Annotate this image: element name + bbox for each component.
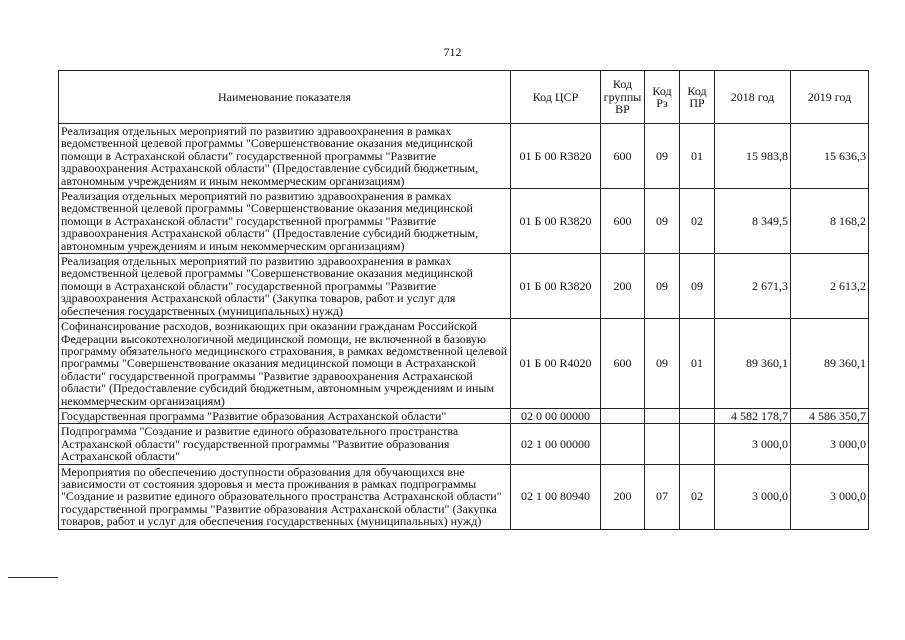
row-csr-code: 02 1 00 80940 xyxy=(511,464,601,529)
row-name: Подпрограмма "Создание и развитие единого образовательного пространства Астраханской области" государственной программы "Развитие образования Астраханской области" xyxy=(59,424,511,464)
row-rz-code: 09 xyxy=(645,189,680,254)
row-vr-code xyxy=(601,424,645,464)
column-header-2019: 2019 год xyxy=(791,71,869,124)
row-pr-code xyxy=(680,424,715,464)
row-name: Софинансирование расходов, возникающих при оказании гражданам Российской Федерации высокотехнологичной медицинской помощи, не включенной в базовую программу обязательного медицинского страхования, в рамках ведомственной целевой программы "Совершенствование оказания медицинской помощи в Астраханской области" государственной программы "Развитие здравоохранения Астраханской области" (Предоставление субсидий бюджетным, автономным учреждениям и иным некоммерческим организациям) xyxy=(59,319,511,409)
row-amount-2018: 8 349,5 xyxy=(715,189,791,254)
row-pr-code xyxy=(680,408,715,423)
column-header-2018: 2018 год xyxy=(715,71,791,124)
row-name: Реализация отдельных мероприятий по развитию здравоохранения в рамках ведомственной целевой программы "Совершенствование оказания медицинской помощи в Астраханской области" государственной программы "Развитие здравоохранения Астраханской области" (Предоставление субсидий бюджетным, автономным учреждениям и иным некоммерческим организациям) xyxy=(59,189,511,254)
row-vr-code: 200 xyxy=(601,464,645,529)
row-amount-2018: 3 000,0 xyxy=(715,424,791,464)
row-pr-code: 02 xyxy=(680,464,715,529)
row-name: Мероприятия по обеспечению доступности образования для обучающихся вне зависимости от состояния здоровья и места проживания в рамках подпрограммы "Создание и развитие единого образовательного пространства Астраханской области" государственной программы "Развитие образования Астраханской области" (Закупка товаров, работ и услуг для обеспечения государственных (муниципальных) нужд) xyxy=(59,464,511,529)
row-pr-code: 01 xyxy=(680,319,715,409)
table-row xyxy=(59,319,869,409)
row-rz-code xyxy=(645,408,680,423)
column-header-vr: Код группы ВР xyxy=(601,71,645,124)
row-csr-code: 01 Б 00 R3820 xyxy=(511,254,601,319)
table-row xyxy=(59,254,869,319)
row-amount-2019: 2 613,2 xyxy=(791,254,869,319)
row-rz-code: 09 xyxy=(645,124,680,189)
row-vr-code: 600 xyxy=(601,189,645,254)
row-name: Государственная программа "Развитие образования Астраханской области" xyxy=(59,408,511,423)
row-csr-code: 01 Б 00 R4020 xyxy=(511,319,601,409)
row-pr-code: 01 xyxy=(680,124,715,189)
row-amount-2019: 8 168,2 xyxy=(791,189,869,254)
row-rz-code: 07 xyxy=(645,464,680,529)
row-name: Реализация отдельных мероприятий по развитию здравоохранения в рамках ведомственной целевой программы "Совершенствование оказания медицинской помощи в Астраханской области" государственной программы "Развитие здравоохранения Астраханской области" (Закупка товаров, работ и услуг для обеспечения государственных (муниципальных) нужд) xyxy=(59,254,511,319)
row-amount-2019: 3 000,0 xyxy=(791,464,869,529)
row-vr-code xyxy=(601,408,645,423)
row-vr-code: 200 xyxy=(601,254,645,319)
column-header-rz: Код Рз xyxy=(645,71,680,124)
row-amount-2018: 3 000,0 xyxy=(715,464,791,529)
row-amount-2019: 15 636,3 xyxy=(791,124,869,189)
column-header-pr: Код ПР xyxy=(680,71,715,124)
page-number: 712 xyxy=(443,45,462,59)
table-row xyxy=(59,424,869,464)
row-amount-2019: 4 586 350,7 xyxy=(791,408,869,423)
row-amount-2018: 2 671,3 xyxy=(715,254,791,319)
row-vr-code: 600 xyxy=(601,319,645,409)
row-rz-code: 09 xyxy=(645,319,680,409)
row-pr-code: 09 xyxy=(680,254,715,319)
row-amount-2018: 15 983,8 xyxy=(715,124,791,189)
table-row xyxy=(59,124,869,189)
row-csr-code: 01 Б 00 R3820 xyxy=(511,189,601,254)
row-csr-code: 02 1 00 00000 xyxy=(511,424,601,464)
row-csr-code: 01 Б 00 R3820 xyxy=(511,124,601,189)
column-header-name: Наименование показателя xyxy=(59,71,511,124)
row-amount-2018: 4 582 178,7 xyxy=(715,408,791,423)
row-name: Реализация отдельных мероприятий по развитию здравоохранения в рамках ведомственной целевой программы "Совершенствование оказания медицинской помощи в Астраханской области" государственной программы "Развитие здравоохранения Астраханской области" (Предоставление субсидий бюджетным, автономным учреждениям и иным некоммерческим организациям) xyxy=(59,124,511,189)
row-amount-2019: 3 000,0 xyxy=(791,424,869,464)
table-row xyxy=(59,408,869,423)
row-csr-code: 02 0 00 00000 xyxy=(511,408,601,423)
budget-table xyxy=(58,70,869,530)
table-header-row xyxy=(59,71,869,124)
column-header-csr: Код ЦСР xyxy=(511,71,601,124)
table-row xyxy=(59,464,869,529)
row-rz-code: 09 xyxy=(645,254,680,319)
table-row xyxy=(59,189,869,254)
row-amount-2019: 89 360,1 xyxy=(791,319,869,409)
row-amount-2018: 89 360,1 xyxy=(715,319,791,409)
row-rz-code xyxy=(645,424,680,464)
margin-divider-line xyxy=(8,577,58,578)
row-pr-code: 02 xyxy=(680,189,715,254)
row-vr-code: 600 xyxy=(601,124,645,189)
